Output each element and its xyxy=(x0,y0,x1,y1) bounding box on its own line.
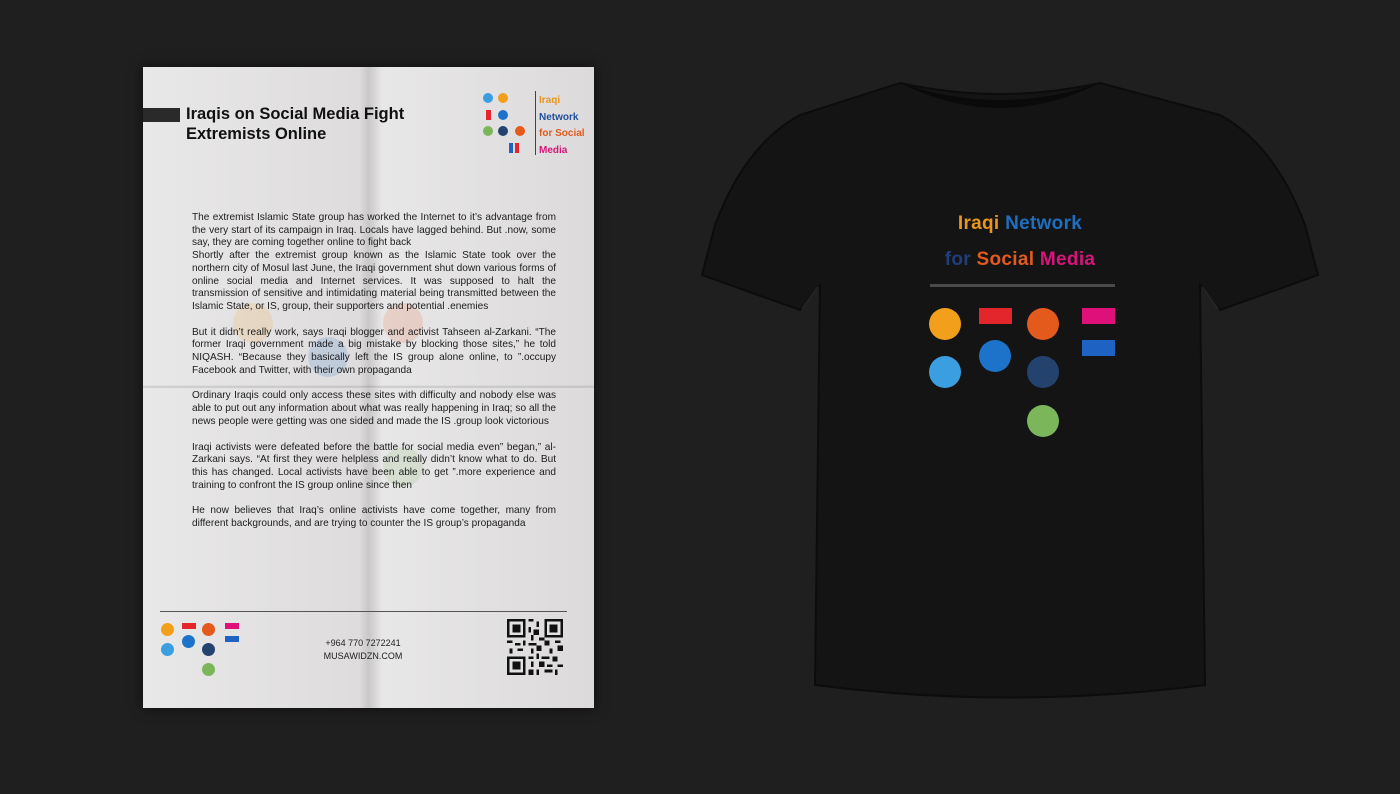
tshirt-title-line xyxy=(900,206,1140,242)
logo-dot xyxy=(498,110,508,120)
tshirt-mockup xyxy=(700,75,1320,700)
logo-word: Media xyxy=(539,144,568,156)
logo-bar xyxy=(509,143,513,153)
logo-divider xyxy=(535,91,536,155)
poster-logo-text xyxy=(539,93,585,159)
phone-number: +964 770 7272241 xyxy=(325,638,401,648)
tshirt-dot xyxy=(929,308,961,340)
tshirt-dot xyxy=(1027,308,1059,340)
logo-word: Network xyxy=(539,111,579,123)
tshirt-bar xyxy=(1082,308,1115,324)
title-accent-bar xyxy=(143,108,180,122)
footer-bar xyxy=(225,623,239,629)
article-paragraph: But it didn’t really work, says Iraqi blogger and activist Tahseen al-Zarkani. “The former Iraqi government made a big mistake by blocking those sites,” he told NIQASH. “Because they basically left the IS group alone online, to ”.occupy Facebook and Twitter, with their own propaganda xyxy=(192,326,556,376)
footer-logo-mark xyxy=(159,620,244,680)
logo-dot xyxy=(498,126,508,136)
logo-bar xyxy=(515,143,519,153)
newspaper-poster xyxy=(143,67,594,708)
footer-dot xyxy=(202,663,215,676)
tshirt-dot xyxy=(929,356,961,388)
footer-rule xyxy=(160,611,567,612)
footer-bar xyxy=(182,623,196,629)
logo-bar xyxy=(486,110,491,120)
poster-title: Iraqis on Social Media Fight Extremists Online xyxy=(186,105,405,143)
footer-dot xyxy=(161,623,174,636)
footer-dot xyxy=(202,643,215,656)
footer-bar xyxy=(225,636,239,642)
logo-word: Iraqi xyxy=(539,95,561,106)
website-link: MUSAWIDZN.COM xyxy=(323,651,403,661)
footer-dot xyxy=(161,643,174,656)
article-paragraph: He now believes that Iraq’s online activists have come together, many from different backgrounds, and are trying to counter the IS group’s propaganda xyxy=(192,505,556,530)
tshirt-bar xyxy=(979,308,1012,324)
tshirt-word: Iraqi xyxy=(957,213,1000,234)
logo-dot xyxy=(483,126,493,136)
logo-dot xyxy=(498,93,508,103)
tshirt-word: Media xyxy=(1039,249,1096,270)
logo-dot xyxy=(515,126,525,136)
qr-code-icon xyxy=(507,619,563,675)
tshirt-word: Network xyxy=(1005,213,1083,234)
footer-dot xyxy=(202,623,215,636)
logo-dot xyxy=(483,93,493,103)
article-paragraph: Ordinary Iraqis could only access these sites with difficulty and nobody else was able to put out any information about what was really happening in Iraq; so all the news people were getting was one sided and made the IS .group look victorious xyxy=(192,390,556,427)
tshirt-dot xyxy=(979,340,1011,372)
paragraph-text: The extremist Islamic State group has worked the Internet to it’s advantage from the very start of its campaign in Iraq. Locals have lagged behind. But .now, some say, they are coming together online to fight back xyxy=(192,212,556,249)
tshirt-title xyxy=(900,206,1140,278)
tshirt-word: Social xyxy=(976,249,1035,270)
tshirt-dot xyxy=(1027,405,1059,437)
article-paragraph xyxy=(192,212,556,314)
contact-block xyxy=(293,637,433,663)
article-paragraph: Iraqi activists were defeated before the battle for social media even” began,” al-Zarkani says. “At first they were helpless and really didn’t know what to do. But this has changed. Local activists have been able to get ”.more experience and training to confront the IS group online since then xyxy=(192,441,556,491)
paragraph-text: Shortly after the extremist group known as the Islamic State took over the northern city of Mosul last June, the Iraqi government shut down various forms of online social media and Internet services. It was supposed to halt the transmission of sensitive and intimidating material being transmitted between the Islamic State, or IS, group, their supporters and potential .enemies xyxy=(192,250,556,312)
logo-word: for Social xyxy=(539,128,585,139)
tshirt-dot xyxy=(1027,356,1059,388)
footer-dot xyxy=(182,635,195,648)
poster-logo-mark xyxy=(483,91,529,157)
tshirt-title-line xyxy=(900,242,1140,278)
tshirt-bar xyxy=(1082,340,1115,356)
tshirt-divider xyxy=(930,284,1115,287)
article-body xyxy=(192,212,556,544)
tshirt-word: for xyxy=(944,249,971,270)
